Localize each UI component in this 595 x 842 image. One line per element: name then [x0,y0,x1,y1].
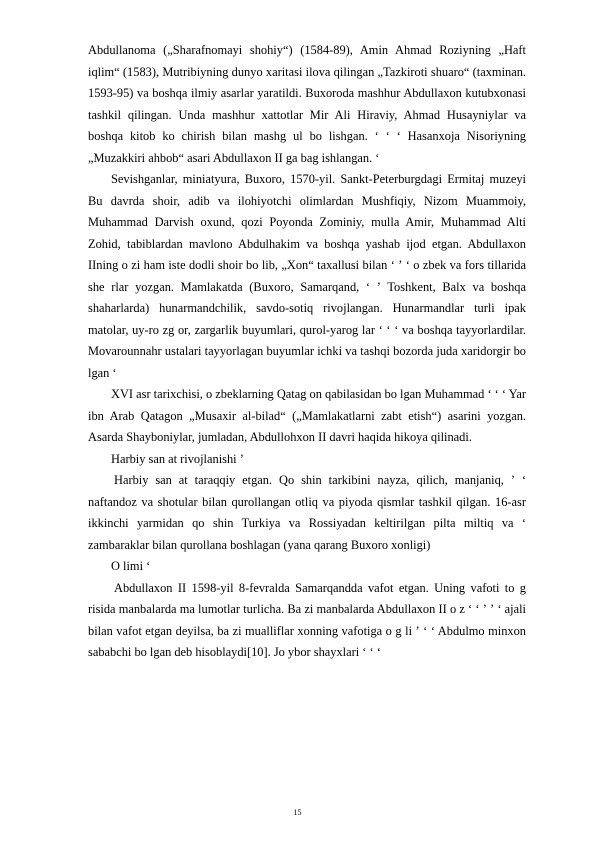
paragraph-4: Harbiy san at taraqqiy etgan. Qo shin tarkibini nayza, qilich, manjaniq, ʼ ʻ naftandoz va shotular bilan qurollangan otliq va piyoda qismlar tashkil qilgan. 16-asr ikkinchi yarmidan qo shin Turkiya va Rossiyadan keltirilgan pilta miltiq va ʻ zambaraklar bilan qurollana boshlagan (yana qarang Buxoro xonligi) [88,473,526,552]
document-body [88,40,526,664]
page-number: 15 [293,808,302,817]
section-heading-military: Harbiy san at rivojlanishi ʼ [111,451,244,466]
paragraph-3: XVI asr tarixchisi, o zbeklarning Qatag on qabilasidan bo lgan Muhammad ʻ ʻ ʻ Yar ibn Arab Qatagon „Musaxir al-bilad“ („Mamlakatlarni zabt etish“) asarini yozgan. Asarda Shayboniylar, jumladan, Abdullohxon II davri haqida hikoya qilinadi. [88,387,526,444]
section-heading-death: O limi ʻ [111,559,151,573]
paragraph-2: Sevishganlar, miniatyura, Buxoro, 1570-yil. Sankt-Peterburgdagi Ermitaj muzeyi Bu davrda shoir, adib va ilohiyotchi olimlardan Mushfiqiy, Nizom Muammoiy, Muhammad Darvish oxund, qozi Poyonda Zominiy, mulla Amir, Muhammad Alti Zohid, tabiblardan mavlono Abdulhakim va boshqa yashab ijod etgan. Abdullaxon IIning o zi ham iste dodli shoir bo lib, „Xon“ taxallusi bilan ʻ ʼ ʻ o zbek va fors tillarida she rlar yozgan. Mamlakatda (Buxoro, Samarqand, ʻ ʼ Toshkent, Balx va boshqa shaharlarda) hunarmandchilik, savdo-sotiq rivojlangan. Hunarmandlar turli ipak matolar, uy-ro zg or, zargarlik buyumlari, qurol-yarog lar ʻ ʻ ʻ va boshqa tayyorlardilar. Movarounnahr ustalari tayyorlagan buyumlar ichki va tashqi bozorda juda xaridorgir bo lgan ʻ [88,172,526,380]
paragraph-5: Abdullaxon II 1598-yil 8-fevralda Samarqandda vafot etgan. Uning vafoti to g risida manbalarda ma lumotlar turlicha. Ba zi manbalarda Abdullaxon II o z ʻ ʻ ʼ ʼ ʻ ajali bilan vafot etgan deyilsa, ba zi mualliflar xonning vafotiga o g li ʼ ʻ ʻ Abdulmo minxon sababchi bo lgan deb hisoblaydi[10]. Jo ybor shayxlari ʻ ʻ ʻ [88,580,526,659]
paragraph-1: Abdullanoma („Sharafnomayi shohiy“) (1584-89), Amin Ahmad Roziyning „Haft iqlim“ (1583), Mutribiyning dunyo xaritasi ilova qilingan „Tazkiroti shuaro“ (taxminan. 1593-95) va boshqa ilmiy asarlar yaratildi. Buxoroda mashhur Abdullaxon kutubxonasi tashkil qilingan. Unda mashhur xattotlar Mir Ali Hiraviy, Ahmad Husayniylar va boshqa kitob ko chirish bilan mashg ul bo lishgan. ʻ ʻ ʻ Hasanxoja Nisoriyning „Muzakkiri ahbob“ asari Abdullaxon II ga bag ishlangan. ʻ [88,43,526,165]
